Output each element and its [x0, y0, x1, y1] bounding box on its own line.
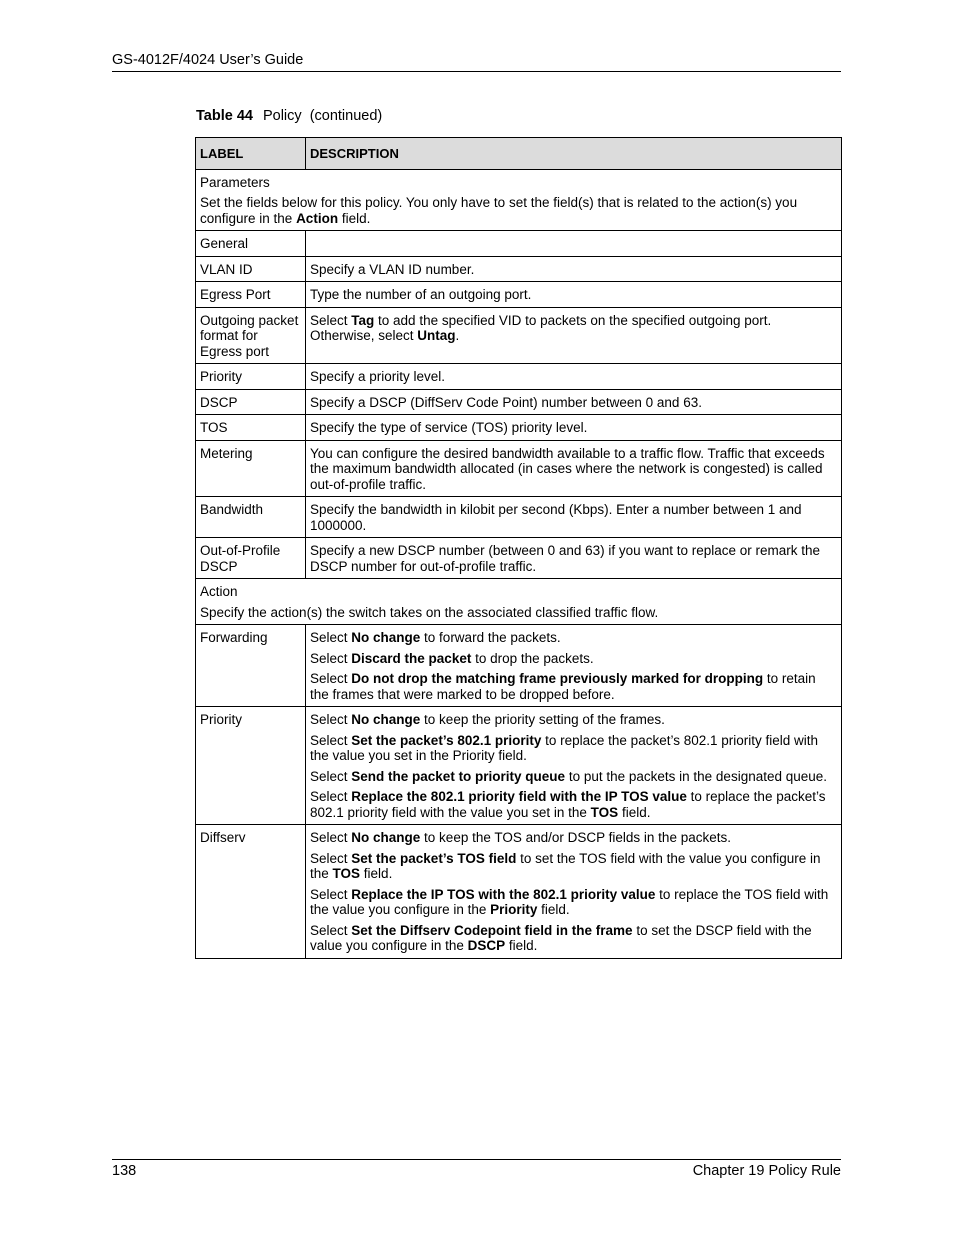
text-run: to add the specified VID to packets on the specified outgoing port. Otherwise, select [310, 312, 772, 343]
text-run: Select [310, 312, 352, 328]
table-row [196, 389, 842, 415]
text-run: to forward the packets. [420, 630, 561, 645]
label-column-header: LABEL [196, 138, 306, 170]
description-cell [306, 707, 842, 825]
section-row [196, 169, 842, 231]
description-paragraph [310, 923, 837, 954]
section-heading: Action [200, 584, 238, 599]
description-paragraph [200, 195, 837, 226]
ui-term: TOS [590, 804, 619, 820]
text-run: to drop the packets. [471, 650, 594, 666]
ui-term: Untag [417, 328, 456, 343]
description-paragraph [310, 287, 837, 303]
text-run: . [455, 328, 460, 343]
ui-term: No change [351, 630, 421, 645]
text-run: Specify a priority level. [310, 369, 446, 384]
description-paragraph [310, 712, 837, 728]
table-title: Policy (continued) [262, 108, 383, 124]
description-paragraph [310, 369, 837, 385]
section-cell [196, 169, 842, 231]
text-run: Select [310, 768, 352, 784]
label-cell: Bandwidth [196, 497, 306, 538]
description-paragraph [310, 420, 837, 436]
text-run: Select [310, 671, 352, 686]
ui-term: Set the Diffserv Codepoint field in the frame [351, 922, 633, 938]
text-run: Select [310, 650, 352, 666]
table-row [196, 256, 842, 282]
description-cell [306, 389, 842, 415]
table-row [196, 307, 842, 364]
guide-title: GS-4012F/4024 User’s Guide [112, 52, 304, 68]
table-row [196, 231, 842, 257]
description-paragraph [200, 605, 837, 621]
description-paragraph [310, 671, 837, 702]
label-cell: TOS [196, 415, 306, 441]
description-paragraph [310, 313, 837, 344]
text-run: Specify a VLAN ID number. [310, 261, 475, 277]
table-header-row [196, 138, 842, 170]
text-run: Select [310, 712, 352, 727]
label-cell: Out-of-Profile DSCP [196, 538, 306, 579]
label-cell: VLAN ID [196, 256, 306, 282]
table-row [196, 497, 842, 538]
text-run: field. [338, 210, 371, 226]
table-row [196, 364, 842, 390]
text-run: Set the fields below for this policy. You only have to set the field(s) that is related to the action(s) you configure in the [200, 195, 798, 226]
text-run: Specify a new DSCP number (between 0 and 63) if you want to replace or remark the DSCP number for out-of-profile traffic. [310, 543, 821, 574]
description-cell [306, 282, 842, 308]
text-run: Select [310, 630, 352, 645]
ui-term: Tag [351, 312, 375, 328]
ui-term: Priority [490, 902, 538, 917]
description-cell [306, 256, 842, 282]
text-run: field. [505, 938, 538, 953]
text-run: Select [310, 830, 352, 845]
description-cell [306, 825, 842, 959]
description-paragraph [310, 830, 837, 846]
label-cell: Egress Port [196, 282, 306, 308]
text-run: Select [310, 732, 352, 748]
text-run: Type the number of an outgoing port. [310, 287, 532, 302]
text-run: field. [537, 902, 570, 917]
ui-term: Replace the IP TOS with the 802.1 priority value [351, 886, 656, 902]
label-cell: Priority [196, 364, 306, 390]
section-heading: Parameters [200, 174, 270, 190]
ui-term: No change [351, 712, 421, 727]
table-row [196, 825, 842, 959]
description-cell [306, 307, 842, 364]
label-cell: Metering [196, 440, 306, 497]
description-paragraph [310, 887, 837, 918]
text-run: to set the TOS field with the value you configure in the [310, 850, 821, 881]
description-cell [306, 364, 842, 390]
table-number: Table 44 [196, 108, 253, 124]
text-run: to set the DSCP field with the value you configure in the [310, 922, 812, 953]
description-cell [306, 538, 842, 579]
text-run: Specify the action(s) the switch takes on the associated classified traffic flow. [200, 604, 659, 620]
page-number: 138 [112, 1163, 137, 1179]
description-paragraph [310, 733, 837, 764]
ui-term: Set the packet’s 802.1 priority [351, 732, 542, 748]
table-row [196, 625, 842, 707]
section-cell [196, 579, 842, 625]
table-body [196, 169, 842, 958]
description-paragraph [310, 630, 837, 646]
text-run: Specify the bandwidth in kilobit per second (Kbps). Enter a number between 1 and 1000000. [310, 502, 802, 533]
ui-term: Discard the packet [351, 650, 472, 666]
description-cell [306, 497, 842, 538]
text-run: Select [310, 922, 352, 938]
label-cell: Priority [196, 707, 306, 825]
label-cell: General [196, 231, 306, 257]
ui-term: Send the packet to priority queue [351, 768, 566, 784]
section-row [196, 579, 842, 625]
ui-term: TOS [332, 866, 361, 881]
description-cell [306, 231, 842, 257]
text-run: Select [310, 886, 352, 902]
description-paragraph [310, 262, 837, 278]
text-run: Specify a DSCP (DiffServ Code Point) number between 0 and 63. [310, 394, 702, 410]
text-run: to keep the priority setting of the frames. [420, 712, 665, 727]
description-paragraph [310, 502, 837, 533]
text-run: to replace the packet’s 802.1 priority field with the value you set in the [310, 789, 826, 820]
table-row [196, 707, 842, 825]
text-run: Specify the type of service (TOS) priority level. [310, 420, 588, 435]
text-run: Select [310, 789, 352, 804]
description-paragraph [310, 446, 837, 493]
running-header [112, 52, 841, 72]
description-paragraph [310, 395, 837, 411]
table-row [196, 282, 842, 308]
ui-term: Do not drop the matching frame previously marked for dropping [351, 671, 764, 686]
chapter-title: Chapter 19 Policy Rule [692, 1163, 841, 1179]
footer-rule [112, 1159, 841, 1160]
text-run: to replace the TOS field with the value you configure in the [310, 886, 829, 917]
text-run: Select [310, 850, 352, 866]
description-cell [306, 440, 842, 497]
description-paragraph [310, 789, 837, 820]
text-run: to put the packets in the designated queue. [565, 768, 828, 784]
text-run: to retain the frames that were marked to be dropped before. [310, 671, 816, 702]
description-paragraph [310, 543, 837, 574]
policy-table [195, 137, 842, 959]
label-cell: Forwarding [196, 625, 306, 707]
text-run: field. [618, 804, 651, 820]
table-caption [196, 108, 382, 124]
description-paragraph [310, 651, 837, 667]
ui-term: Action [296, 210, 339, 226]
text-run: You can configure the desired bandwidth available to a traffic flow. Traffic that exceeds the maximum bandwidth allocated (in cases where the network is congested) is called out-of-profile traffic. [310, 445, 825, 492]
description-paragraph [310, 851, 837, 882]
table-row [196, 538, 842, 579]
description-paragraph [310, 769, 837, 785]
label-cell: DSCP [196, 389, 306, 415]
text-run: to keep the TOS and/or DSCP fields in the packets. [420, 830, 731, 845]
ui-term: Replace the 802.1 priority field with the IP TOS value [351, 789, 687, 804]
description-cell [306, 625, 842, 707]
ui-term: DSCP [467, 938, 506, 953]
label-cell: Diffserv [196, 825, 306, 959]
description-column-header: DESCRIPTION [306, 138, 842, 170]
description-cell [306, 415, 842, 441]
text-run: field. [360, 866, 393, 881]
ui-term: No change [351, 830, 421, 845]
table-row [196, 415, 842, 441]
text-run: to replace the packet’s 802.1 priority field with the value you set in the Priority field. [310, 732, 819, 763]
ui-term: Set the packet’s TOS field [351, 850, 517, 866]
label-cell: Outgoing packet format for Egress port [196, 307, 306, 364]
table-row [196, 440, 842, 497]
